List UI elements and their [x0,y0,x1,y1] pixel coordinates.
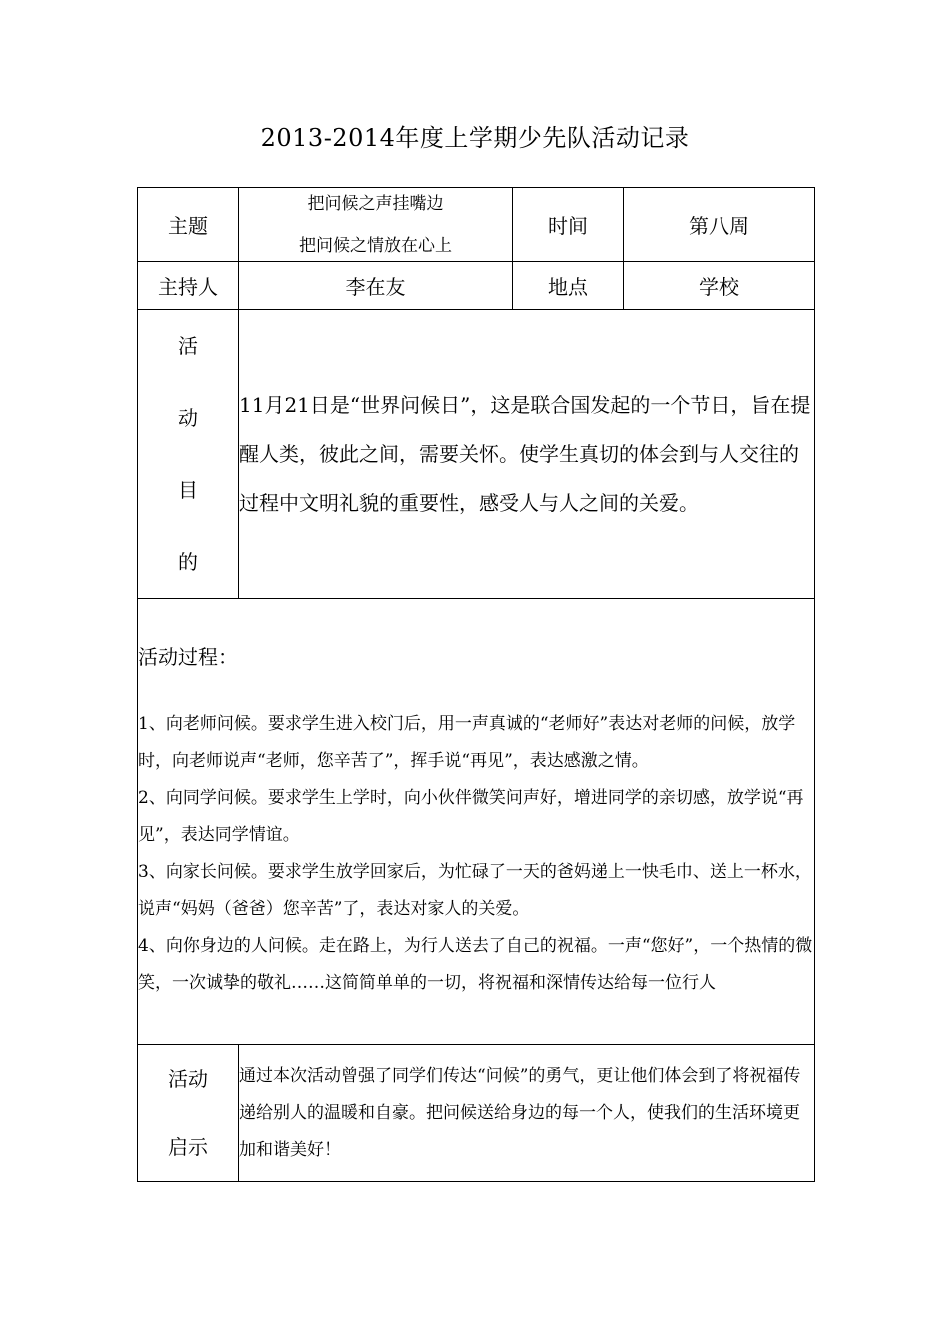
time-label: 时间 [513,188,624,262]
host-row [138,262,815,310]
process-item-4: 4、向你身边的人问候。走在路上，为行人送去了自己的祝福。一声“您好”，一个热情的微笑，一次诚挚的敬礼……这简简单单的一切，将祝福和深情传达给每一位行人 [138,935,813,993]
inspiration-row [138,1045,815,1182]
process-row [138,599,815,1045]
activity-record-table [137,187,815,1182]
purpose-label-char-4: 的 [178,550,198,574]
host-label: 主持人 [138,262,239,310]
inspiration-label-line-2: 启示 [168,1135,208,1159]
inspiration-text: 通过本次活动曾强了同学们传达“问候”的勇气，更让他们体会到了将祝福传递给别人的温暖和自豪。把问候送给身边的每一个人，使我们的生活环境更加和谐美好！ [239,1045,815,1182]
theme-value [239,188,513,262]
purpose-row [138,310,815,599]
purpose-label-char-1: 活 [178,334,198,358]
process-heading: 活动过程： [138,644,238,669]
purpose-label-char-2: 动 [178,406,198,430]
inspiration-label [138,1045,239,1182]
time-value: 第八周 [624,188,815,262]
inspiration-label-line-1: 活动 [168,1067,208,1091]
purpose-text: 11月21日是“世界问候日”，这是联合国发起的一个节日，旨在提醒人类，彼此之间，需要关怀。使学生真切的体会到与人交往的过程中文明礼貌的重要性，感受人与人之间的关爱。 [239,310,815,599]
place-label: 地点 [513,262,624,310]
place-value: 学校 [624,262,815,310]
process-item-3: 3、向家长问候。要求学生放学回家后，为忙碌了一天的爸妈递上一快毛巾、送上一杯水，说声“妈妈（爸爸）您辛苦”了，表达对家人的关爱。 [138,861,812,919]
theme-line-2: 把问候之情放在心上 [299,235,452,256]
purpose-label-char-3: 目 [178,478,198,502]
theme-line-1: 把问候之声挂嘴边 [307,193,444,214]
theme-label: 主题 [138,188,239,262]
purpose-label [138,310,239,599]
process-cell [138,599,815,1045]
host-value: 李在友 [239,262,513,310]
page-title: 2013-2014年度上学期少先队活动记录 [260,124,690,152]
process-item-1: 1、向老师问候。要求学生进入校门后，用一声真诚的“老师好”表达对老师的问候，放学时，向老师说声“老师，您辛苦了”，挥手说“再见”，表达感激之情。 [138,713,796,771]
theme-row [138,188,815,262]
process-item-2: 2、向同学问候。要求学生上学时，向小伙伴微笑问声好，增进同学的亲切感，放学说“再见”，表达同学情谊。 [138,787,804,845]
